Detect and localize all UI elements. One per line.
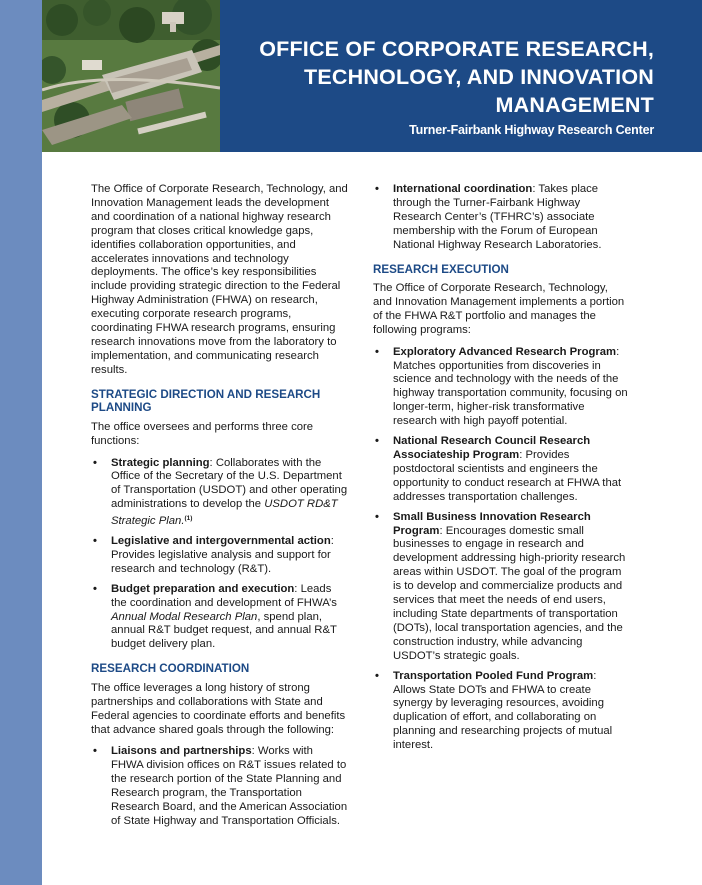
- side-accent-bar: [0, 0, 42, 885]
- aerial-campus-photo: [42, 0, 220, 152]
- list-item-term: Exploratory Advanced Research Program: [393, 345, 617, 358]
- document-title-ref: Annual Modal Research Plan: [111, 610, 258, 623]
- list-item: [373, 183, 628, 253]
- bullet-marker: •: [375, 669, 379, 682]
- document-title-ref: USDOT RD&T Strategic Plan.: [111, 498, 338, 528]
- execution-lead: The Office of Corporate Research, Technology, and Innovation Management implements a portion of the FHWA R&T portfolio and manages the following programs:: [373, 282, 625, 336]
- left-column: [91, 183, 348, 835]
- list-item-term: Liaisons and partnerships: [111, 745, 252, 758]
- list-item-desc-tail: , spend plan, annual R&T budget request, and annual R&T budget delivery plan.: [111, 610, 337, 651]
- list-item-desc: : Allows State DOTs and FHWA to create synergy by leveraging resources, avoiding duplication of effort, and collaborating on planning and researching projects of mutual interest.: [393, 669, 613, 752]
- bullet-marker: •: [93, 535, 97, 548]
- list-item: [91, 457, 348, 530]
- page-subtitle: Turner-Fairbank Highway Research Center: [409, 123, 654, 137]
- section-heading-execution: RESEARCH EXECUTION: [373, 262, 509, 276]
- list-item-desc: : Provides legislative analysis and support for research and technology (R&T).: [111, 535, 334, 575]
- execution-list: [373, 346, 628, 753]
- list-item-desc: : Provides postdoctoral scientists and engineers the opportunity to conduct research at FHWA that addresses transportation challenges.: [393, 449, 622, 503]
- list-item-term: National Research Council Research Associateship Program: [393, 435, 591, 461]
- bullet-marker: •: [375, 183, 379, 195]
- bullet-marker: •: [375, 510, 379, 523]
- strategic-lead: The office oversees and performs three core functions:: [91, 420, 314, 447]
- list-item-term: Legislative and intergovernmental action: [111, 535, 331, 548]
- list-item-term: Small Business Innovation Research Program: [393, 510, 591, 537]
- intro-paragraph: The Office of Corporate Research, Technology, and Innovation Management leads the development and coordination of a national highway research program that closes critical knowledge gaps, identifies collaboration opportunities, and accelerates innovations and technology deployments. The office’s key responsibilities include providing strategic direction to the Federal Highway Administration (FHWA) on research, executing corporate research programs, coordinating FHWA research programs, ensuring research innovations move from the laboratory to implementation, and communicating research results.: [91, 183, 348, 376]
- coordination-lead: The office leverages a long history of strong partnerships and collaborations with State and Federal agencies to coordinate efforts and benefits that advance shared goals through the following:: [91, 681, 346, 736]
- list-item: [373, 346, 628, 429]
- list-item-desc: : Takes place through the Turner-Fairbank Highway Research Center’s (TFHRC’s) associate membership with the Forum of European National Highway Research Laboratories.: [393, 183, 602, 251]
- bullet-marker: •: [375, 345, 379, 358]
- list-item-desc: : Matches opportunities from discoveries in science and technology with the needs of the highway transportation community, focusing on longer-term, higher-risk transformative research with high payoff potential.: [393, 345, 628, 428]
- list-item: [91, 745, 348, 828]
- title-banner: [220, 0, 702, 152]
- aerial-photo-illustration: [42, 0, 220, 152]
- list-item: [91, 535, 348, 577]
- list-item: [373, 511, 628, 664]
- section-heading-coordination: RESEARCH COORDINATION: [91, 662, 250, 676]
- list-item: [373, 670, 628, 753]
- list-item-term: Strategic planning: [111, 456, 210, 469]
- list-item-desc: : Collaborates with the Office of the Secretary of the U.S. Department of Transportation (USDOT) and other operating administrations to develop the: [111, 456, 348, 511]
- section-heading-strategic: STRATEGIC DIRECTION AND RESEARCH PLANNING: [91, 387, 321, 415]
- list-item-desc: : Leads the coordination and development of FHWA’s: [111, 582, 337, 609]
- list-item-term: Transportation Pooled Fund Program: [393, 669, 594, 682]
- coordination-list-continued: [373, 183, 628, 253]
- bullet-marker: •: [93, 582, 97, 595]
- bullet-marker: •: [93, 456, 97, 469]
- strategic-list: [91, 457, 348, 653]
- list-item-desc: : Works with FHWA division offices on R&T issues related to the research portion of the State Planning and Research program, the Transportation Research Board, and the American Association of State Highway and Transportation Officials.: [111, 745, 348, 827]
- footnote-ref: (1): [184, 515, 193, 523]
- list-item-term: International coordination: [393, 183, 533, 195]
- bullet-marker: •: [375, 435, 379, 448]
- list-item-desc: : Encourages domestic small businesses to engage in research and development addressing high-priority research areas within USDOT. The goal of the program is to develop and commercialize products and services that meet the needs of end users, including State departments of transportation (DOTs), local transportation agencies, and the construction industry, while advancing USDOT’s strategic goals.: [393, 524, 626, 662]
- coordination-list: [91, 745, 348, 828]
- page-title: OFFICE OF CORPORATE RESEARCH, TECHNOLOGY, AND INNOVATION MANAGEMENT: [259, 37, 654, 117]
- bullet-marker: •: [93, 745, 97, 758]
- list-item: [373, 435, 628, 505]
- right-column: [373, 183, 628, 759]
- list-item-term: Budget preparation and execution: [111, 582, 295, 595]
- list-item: [91, 583, 348, 653]
